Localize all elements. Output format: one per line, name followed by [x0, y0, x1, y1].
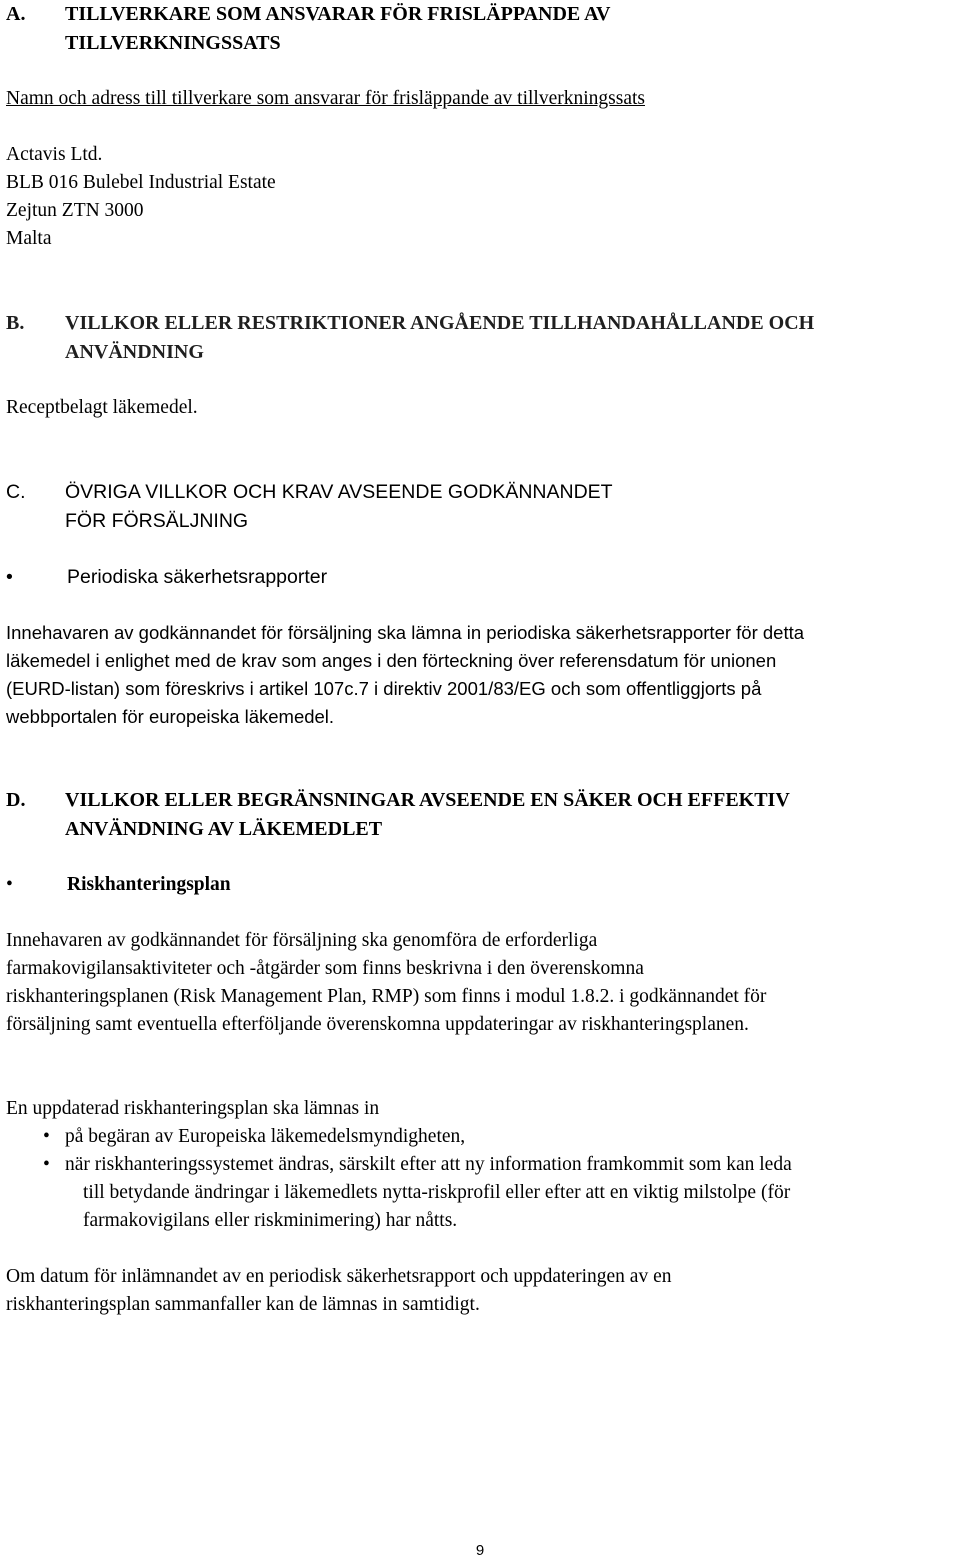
list-item-line: på begäran av Europeiska läkemedelsmyndigheten, [65, 1126, 466, 1147]
section-b-title [65, 309, 952, 366]
address-line-4: Malta [6, 228, 52, 249]
bullet-icon: • [43, 1126, 50, 1147]
update-intro: En uppdaterad riskhanteringsplan ska lämnas in [6, 1098, 380, 1119]
section-c-paragraph-line-3: (EURD-listan) som föreskrivs i artikel 107c.7 i direktiv 2001/83/EG och som offentliggjorts på [6, 678, 762, 699]
section-d-title-line-1: VILLKOR ELLER BEGRÄNSNINGAR AVSEENDE EN SÄKER OCH EFFEKTIV [65, 789, 790, 811]
section-c-title [65, 478, 952, 535]
list-item-line: till betydande ändringar i läkemedlets nytta-riskprofil eller efter att en viktig milstolpe (för [83, 1182, 791, 1203]
section-a-title-line-2: TILLVERKNINGSSATS [65, 31, 281, 54]
address-line-3: Zejtun ZTN 3000 [6, 200, 144, 221]
risk-plan-heading [6, 871, 231, 899]
section-d-title [65, 786, 952, 843]
section-d-title-line-2: ANVÄNDNING AV LÄKEMEDLET [65, 817, 383, 840]
closing-line-2: riskhanteringsplan sammanfaller kan de lämnas in samtidigt. [6, 1294, 480, 1315]
bullet-icon: • [43, 1154, 50, 1175]
section-d-heading [6, 786, 952, 843]
page-number: 9 [475, 1542, 485, 1559]
section-c-title-line-2: FÖR FÖRSÄLJNING [65, 509, 249, 532]
bullet-icon: • [6, 874, 13, 895]
section-a-letter: A. [6, 3, 26, 25]
section-d-paragraph-line-2: farmakovigilansaktiviteter och -åtgärder som finns beskrivna i den överenskomna [6, 958, 644, 979]
section-d-letter: D. [6, 789, 26, 811]
list-item-line: när riskhanteringssystemet ändras, särskilt efter att ny information framkommit som kan leda [65, 1154, 792, 1175]
bullet-icon: • [6, 566, 13, 588]
section-d-paragraph [6, 927, 952, 1039]
section-a-title-line-1: TILLVERKARE SOM ANSVARAR FÖR FRISLÄPPANDE AV [65, 3, 611, 25]
section-b-title-line-2: ANVÄNDNING [65, 340, 204, 363]
closing-paragraph [6, 1263, 952, 1319]
section-c-title-line-1: ÖVRIGA VILLKOR OCH KRAV AVSEENDE GODKÄNNANDET [65, 481, 613, 503]
section-c-heading [6, 478, 952, 535]
periodic-reports-title: Periodiska säkerhetsrapporter [67, 566, 328, 588]
section-b-heading [6, 309, 952, 366]
section-b-text: Receptbelagt läkemedel. [6, 397, 198, 418]
closing-line-1: Om datum för inlämnandet av en periodisk säkerhetsrapport och uppdateringen av en [6, 1266, 672, 1287]
address-line-2: BLB 016 Bulebel Industrial Estate [6, 172, 276, 193]
section-d-paragraph-line-3: riskhanteringsplanen (Risk Management Plan, RMP) som finns i modul 1.8.2. i godkännandet för [6, 986, 767, 1007]
section-c-paragraph-line-4: webbportalen för europeiska läkemedel. [6, 706, 335, 727]
section-b-letter: B. [6, 312, 25, 334]
section-c-paragraph-line-2: läkemedel i enlighet med de krav som anges i den förteckning över referensdatum för unionen [6, 650, 777, 671]
section-b-text-block [6, 394, 952, 422]
risk-plan-title: Riskhanteringsplan [67, 874, 231, 895]
section-c-paragraph [6, 619, 952, 731]
section-d-paragraph-line-1: Innehavaren av godkännandet för försäljning ska genomföra de erforderliga [6, 930, 598, 951]
address-line-1: Actavis Ltd. [6, 144, 103, 165]
section-d-paragraph-line-4: försäljning samt eventuella efterföljande överenskomna uppdateringar av riskhanteringsplanen. [6, 1014, 749, 1035]
list-item-line: farmakovigilans eller riskminimering) har nåtts. [83, 1210, 458, 1231]
update-intro-block [6, 1095, 952, 1123]
section-a-subheading-block [6, 85, 952, 113]
update-conditions-list [6, 1123, 952, 1235]
section-a-heading [6, 0, 952, 57]
periodic-reports-heading [6, 563, 327, 591]
section-b-title-line-1: VILLKOR ELLER RESTRIKTIONER ANGÅENDE TILLHANDAHÅLLANDE OCH [65, 312, 815, 334]
section-c-letter: C. [6, 481, 26, 503]
section-c-paragraph-line-1: Innehavaren av godkännandet för försäljning ska lämna in periodiska säkerhetsrapporter för detta [6, 622, 805, 643]
list-item [6, 1151, 952, 1235]
list-item [6, 1123, 952, 1151]
section-a-title [65, 0, 952, 57]
manufacturer-address [6, 141, 952, 253]
section-a-subheading: Namn och adress till tillverkare som ansvarar för frisläppande av tillverkningssats [6, 88, 645, 109]
